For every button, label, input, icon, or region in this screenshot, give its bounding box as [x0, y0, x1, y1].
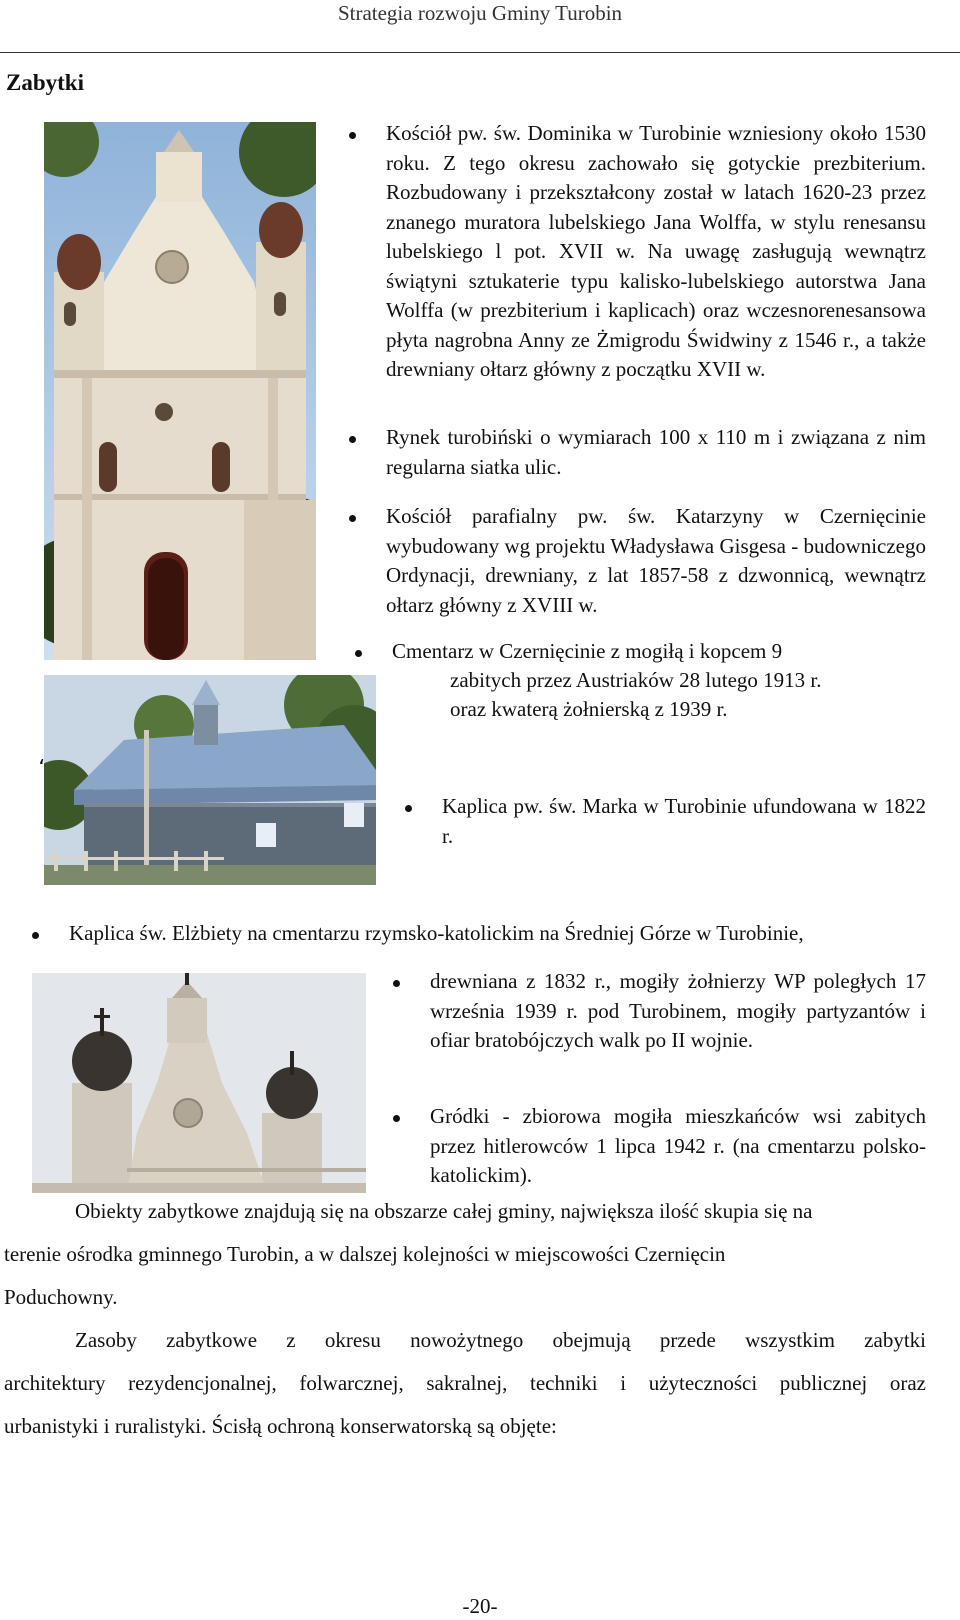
list-item-line: oraz kwaterą żołnierską z 1939 r.	[450, 697, 728, 721]
church-gable-photo	[32, 973, 366, 1193]
list-bullet	[393, 1115, 400, 1122]
list-item-text: Kaplica pw. św. Marka w Turobinie ufundowana w 1822 r.	[442, 794, 926, 848]
list-bullet	[32, 932, 39, 939]
list-bullet	[349, 515, 356, 522]
list-bullet	[393, 980, 400, 987]
page-number: -20-	[462, 1594, 498, 1618]
list-item-text: Kościół pw. św. Dominika w Turobinie wzniesiony około 1530 roku. Z tego okresu zachowało się gotyckie prezbiterium. Rozbudowany i przekształcony został w latach 1620-23 przez znanego muratora lubelskiego Jana Wolffa, w stylu renesansu lubelskiego l pot. XVII w. Na uwagę zasługują wewnątrz świątyni sztukaterie typu kalisko-lubelskiego autorstwa Jana Wolffa (w prezbiterium i kaplicach) oraz wczesnorenesansowa płyta nagrobna Anny ze Żmigrodu Świdwiny z 1546 r., a także drewniany ołtarz główny z początku XVII w.	[386, 121, 926, 381]
list-bullet	[405, 805, 412, 812]
running-header: Strategia rozwoju Gminy Turobin	[337, 1, 623, 25]
header-rule	[0, 52, 960, 53]
paragraph-line: urbanistyki i ruralistyki. Ścisłą ochroną konserwatorską są objęte:	[4, 1414, 557, 1438]
list-bullet	[349, 436, 356, 443]
paragraph-line: Zasoby zabytkowe z okresu nowożytnego obejmują przede wszystkim zabytki	[75, 1328, 926, 1352]
paragraph-line: Poduchowny.	[4, 1285, 118, 1309]
list-item-text: drewniana z 1832 r., mogiły żołnierzy WP poległych 17 września 1939 r. pod Turobinem, mogiły partyzantów i ofiar bratobójczych walk po II wojnie.	[430, 969, 926, 1052]
wooden-church-photo	[44, 675, 376, 885]
list-item-text: Kościół parafialny pw. św. Katarzyny w Czernięcinie wybudowany wg projektu Władysława Gisgesa - budowniczego Ordynacji, drewniany, z lat 1857-58 z dzwonnicą, wewnątrz ołtarz główny z XVIII w.	[386, 504, 926, 617]
list-item-text: Gródki - zbiorowa mogiła mieszkańców wsi zabitych przez hitlerowców 1 lipca 1942 r. (na cmentarzu polsko-katolickim).	[430, 1104, 926, 1187]
list-bullet	[355, 650, 362, 657]
paragraph-line: terenie ośrodka gminnego Turobin, a w dalszej kolejności w miejscowości Czernięcin	[4, 1242, 726, 1266]
list-item-line: zabitych przez Austriaków 28 lutego 1913 r.	[450, 668, 822, 692]
list-item-line: Cmentarz w Czernięcinie z mogiłą i kopcem 9	[392, 639, 783, 663]
list-item-text: Kaplica św. Elżbiety na cmentarzu rzymsko-katolickim na Średniej Górze w Turobinie,	[69, 921, 804, 945]
paragraph-line: Obiekty zabytkowe znajdują się na obszarze całej gminy, największa ilość skupia się na	[75, 1199, 813, 1223]
church-facade-photo	[44, 122, 316, 660]
section-title: Zabytki	[6, 70, 84, 95]
list-bullet	[349, 132, 356, 139]
paragraph-line: architektury rezydencjonalnej, folwarcznej, sakralnej, techniki i użyteczności publicznej oraz	[4, 1371, 926, 1395]
list-item-text: Rynek turobiński o wymiarach 100 x 110 m i związana z nim regularna siatka ulic.	[386, 425, 926, 479]
stray-mark: ،	[38, 745, 45, 769]
